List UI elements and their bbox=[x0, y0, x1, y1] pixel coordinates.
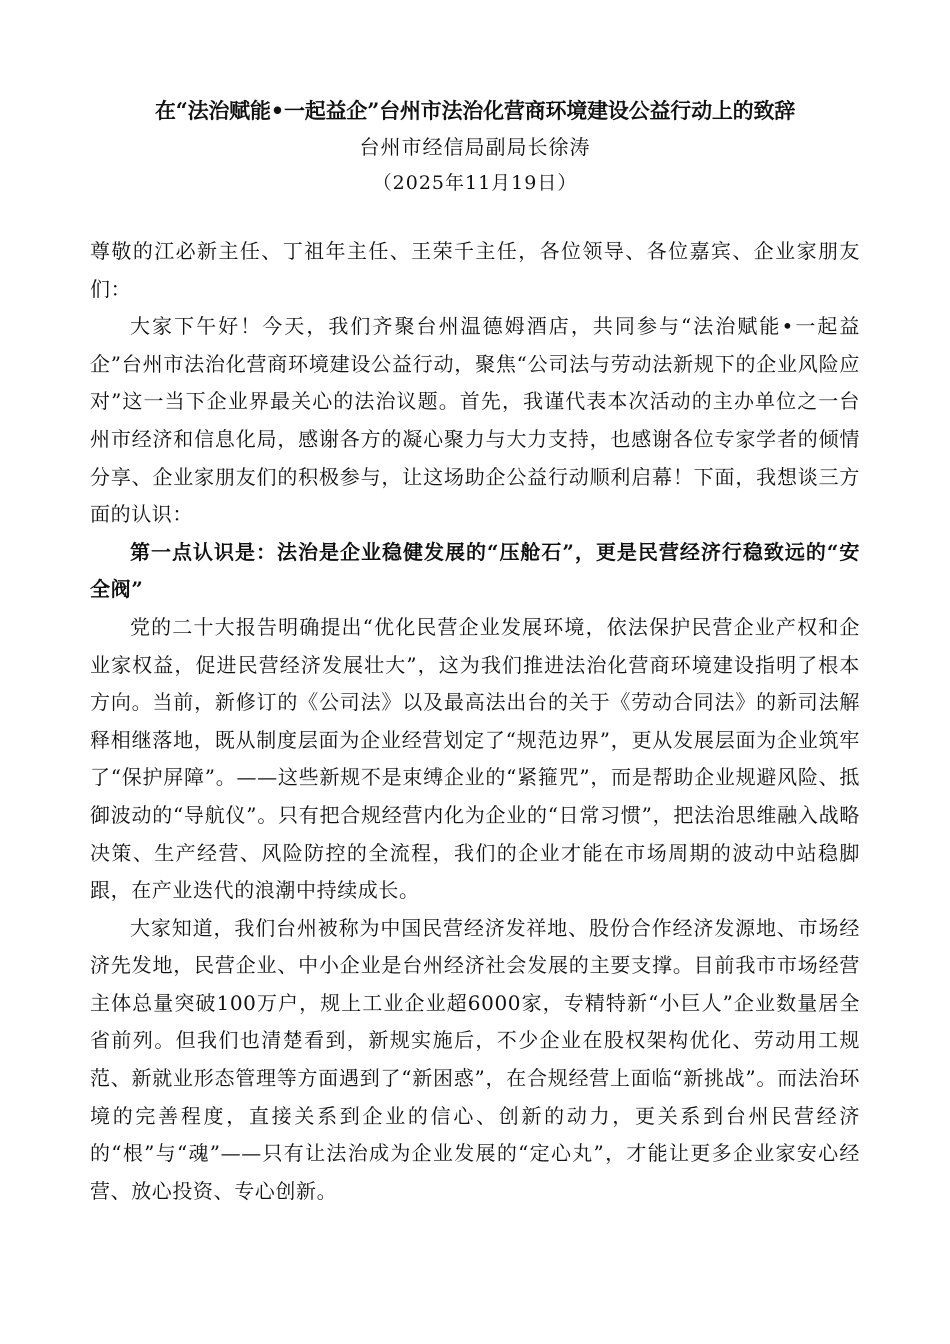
salutation: 尊敬的江必新主任、丁祖年主任、王荣千主任，各位领导、各位嘉宾、企业家朋友们： bbox=[90, 239, 860, 301]
author-line: 台州市经信局副局长徐涛 bbox=[359, 135, 591, 159]
paragraph-first-point-body: 党的二十大报告明确提出“优化民营企业发展环境，依法保护民营企业产权和企业家权益，促进民营经济发展壮大”，这为我们推进法治化营商环境建设指明了根本方向。当前，新修订的《公司法》以及最高法出台的关于《劳动合同法》的新司法解释相继落地，既从制度层面为企业经营划定了“规范边界”，更从发展层面为企业筑牢了“保护屏障”。——这些新规不是束缚企业的“紧箍咒”，而是帮助企业规避风险、抵御波动的“导航仪”。只有把合规经营内化为企业的“日常习惯”，把法治思维融入战略决策、生产经营、风险防控的全流程，我们的企业才能在市场周期的波动中站稳脚跟，在产业迭代的浪潮中持续成长。 bbox=[90, 614, 860, 903]
paragraph-greeting: 大家下午好！今天，我们齐聚台州温德姆酒店，共同参与“法治赋能•一起益企”台州市法治化营商环境建设公益行动，聚焦“公司法与劳动法新规下的企业风险应对”这一当下企业界最关心的法治议题。首先，我谨代表本次活动的主办单位之一台州市经济和信息化局，感谢各方的凝心聚力与大力支持，也感谢各位专家学者的倾情分享、企业家朋友们的积极参与，让这场助企公益行动顺利启幕！下面，我想谈三方面的认识： bbox=[90, 314, 860, 527]
speech-date: （2025年11月19日） bbox=[372, 172, 578, 194]
document-page bbox=[90, 93, 860, 1210]
paragraph-taizhou-economy: 大家知道，我们台州被称为中国民营经济发祥地、股份合作经济发源地、市场经济先发地，民营企业、中小企业是台州经济社会发展的主要支撑。目前我市市场经营主体总量突破100万户，规上工业企业超6000家，专精特新“小巨人”企业数量居全省前列。但我们也清楚看到，新规实施后，不少企业在股权架构优化、劳动用工规范、新就业形态管理等方面遇到了“新困惑”，在合规经营上面临“新挑战”。而法治环境的完善程度，直接关系到企业的信心、创新的动力，更关系到台州民营经济的“根”与“魂”——只有让法治成为企业发展的“定心丸”，才能让更多企业家安心经营、放心投资、专心创新。 bbox=[90, 915, 860, 1203]
section-heading-first-point: 第一点认识是：法治是企业稳健发展的“压舱石”，更是民营经济行稳致远的“安全阀” bbox=[90, 539, 860, 602]
document-title: 在“法治赋能•一起益企”台州市法治化营商环境建设公益行动上的致辞 bbox=[154, 98, 796, 123]
